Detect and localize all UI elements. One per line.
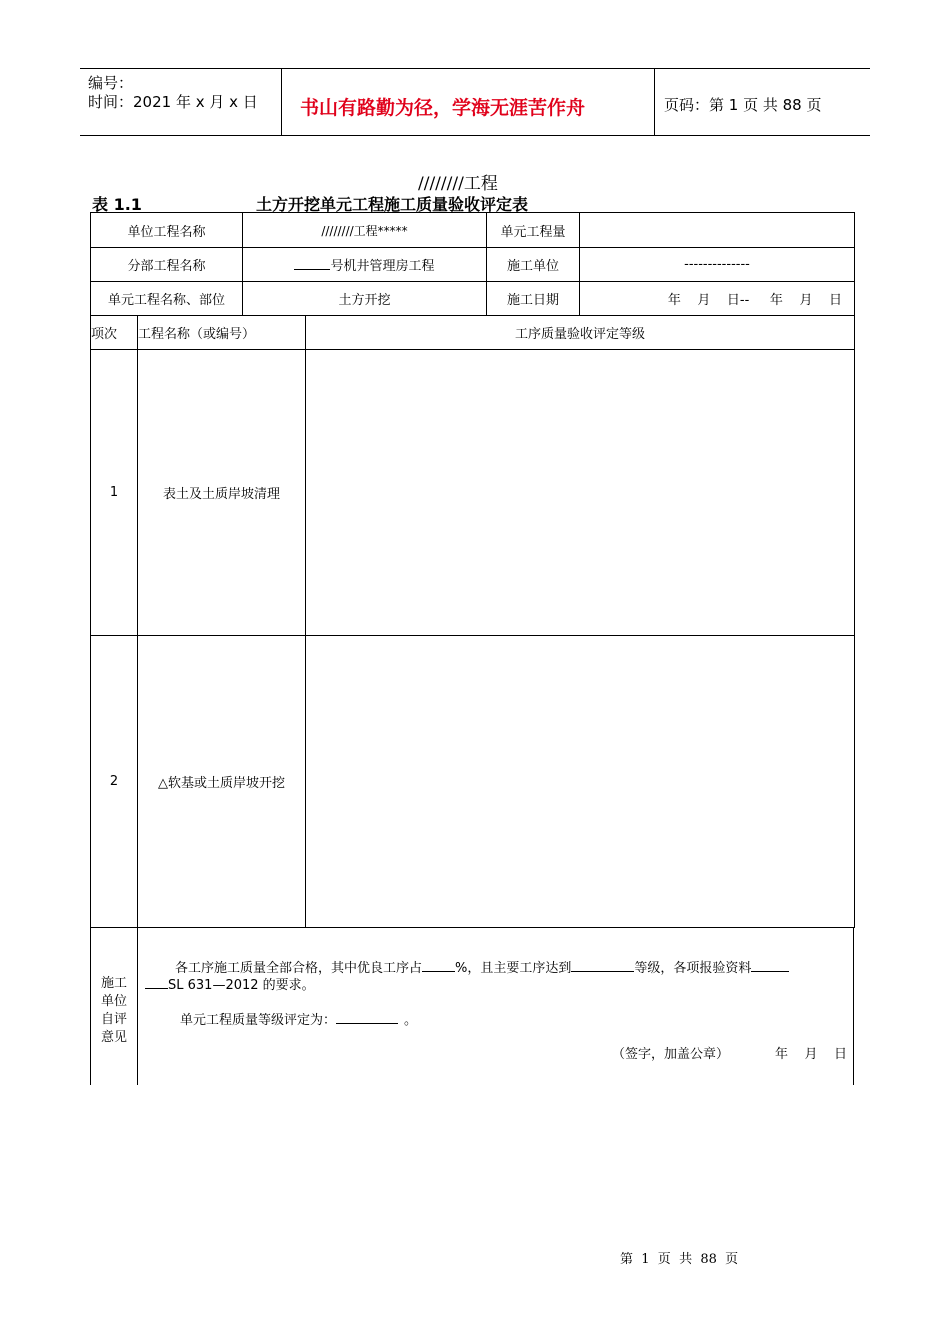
footer-page-number: 第 1 页 共 88 页 — [620, 1252, 739, 1267]
info-row-element-name — [91, 282, 855, 316]
self-eval-divider — [137, 927, 138, 1085]
self-eval-text-2: SL 631—2012 的要求。 — [168, 978, 315, 993]
self-eval-right-border — [853, 927, 854, 1085]
date-label: 施工日期 — [487, 282, 580, 316]
sign-label: （签字，加盖公章） — [612, 1047, 730, 1062]
header-bottom-rule — [80, 135, 870, 136]
self-eval-text-1b: %，且主要工序达到 — [455, 961, 572, 976]
table-row — [91, 350, 855, 636]
column-grade: 工序质量验收评定等级 — [306, 316, 855, 350]
self-eval-label-line: 施工 — [100, 976, 127, 991]
header-top-rule — [80, 68, 870, 69]
element-name-label: 单元工程名称、部位 — [91, 282, 243, 316]
info-table — [90, 212, 855, 316]
header-divider-right — [654, 68, 655, 136]
unit-project-value: ////////工程***** — [243, 213, 487, 248]
division-label: 分部工程名称 — [91, 248, 243, 282]
quality-grade-blank — [336, 1009, 398, 1024]
contractor-value: -------------- — [580, 248, 855, 282]
header-motto: 书山有路勤为径，学海无涯苦作舟 — [300, 97, 586, 119]
contractor-label: 施工单位 — [487, 248, 580, 282]
division-number-blank — [294, 255, 330, 270]
self-eval-text-1a: 各工序施工质量全部合格，其中优良工序占 — [175, 961, 423, 976]
self-eval-line-3 — [180, 1009, 417, 1028]
documents-blank-cont — [145, 974, 168, 989]
element-quantity-label: 单元工程量 — [487, 213, 580, 248]
header-page-label: 页码：第 1 页 共 88 页 — [664, 96, 822, 114]
sign-date: 年 月 日 — [775, 1047, 848, 1062]
item-grade — [306, 350, 855, 636]
self-eval-label-line: 自评 — [100, 1012, 127, 1027]
item-no: 2 — [91, 636, 138, 928]
items-table — [90, 315, 855, 928]
item-name: 表土及土质岸坡清理 — [138, 350, 306, 636]
header-divider-left — [281, 68, 282, 136]
table-row — [91, 636, 855, 928]
self-eval-left-border — [90, 927, 91, 1085]
self-eval-text-1c: 等级，各项报验资料 — [634, 961, 752, 976]
item-grade — [306, 636, 855, 928]
self-eval-label-line: 意见 — [100, 1030, 127, 1045]
info-row-division — [91, 248, 855, 282]
unit-project-label: 单位工程名称 — [91, 213, 243, 248]
date-value: 年 月 日-- 年 月 日 — [580, 282, 855, 316]
element-name-value: 土方开挖 — [243, 282, 487, 316]
column-no: 项次 — [91, 316, 138, 350]
document-time-label: 时间：2021 年 x 月 x 日 — [88, 93, 258, 111]
division-cell — [243, 248, 487, 282]
main-process-grade-blank — [571, 957, 634, 972]
self-eval-text-3-end: 。 — [404, 1013, 418, 1028]
division-value: 号机井管理房工程 — [330, 259, 435, 274]
document-number-label: 编号： — [88, 74, 134, 92]
column-name: 工程名称（或编号） — [138, 316, 306, 350]
table-number: 表 1.1 — [92, 195, 142, 214]
documents-blank — [751, 957, 789, 972]
element-quantity-value — [580, 213, 855, 248]
self-eval-line-2 — [145, 974, 315, 993]
item-no: 1 — [91, 350, 138, 636]
info-row-unit-project — [91, 213, 855, 248]
self-eval-label — [92, 975, 136, 1047]
items-header-row — [91, 316, 855, 350]
item-name: △软基或土质岸坡开挖 — [138, 636, 306, 928]
table-title: 土方开挖单元工程施工质量验收评定表 — [256, 195, 529, 214]
excellent-percent-blank — [422, 957, 455, 972]
self-eval-label-line: 单位 — [100, 994, 127, 1009]
project-line: ////////工程 — [418, 174, 498, 194]
self-eval-text-3: 单元工程质量等级评定为： — [180, 1013, 337, 1028]
